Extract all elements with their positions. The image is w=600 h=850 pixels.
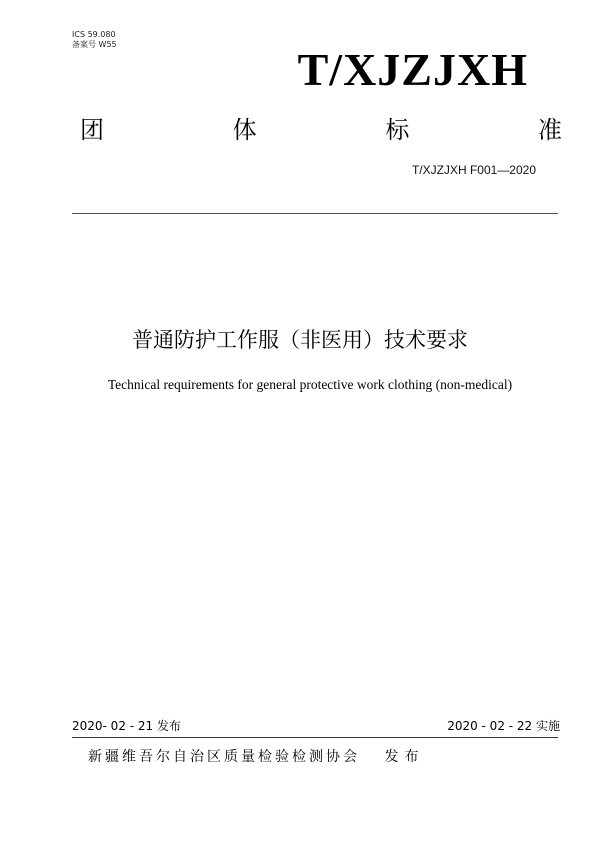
standard-type-char: 准 [537,116,562,144]
publisher [88,747,424,767]
ics-code: ICS 59.080 [72,30,116,39]
standard-type [80,114,562,146]
header-divider [72,213,558,214]
standard-type-char: 标 [385,116,410,144]
document-title-english: Technical requirements for general protective work clothing (non-medical) [107,377,513,392]
implementation-date: 2020 - 02 - 22 实施 [447,719,560,733]
publisher-name: 新疆维吾尔自治区质量检验检测协会 [88,749,360,765]
filing-number: 备案号 W55 [72,40,117,49]
document-title-chinese: 普通防护工作服（非医用）技术要求 [132,328,468,352]
standard-code: T/XJZJXH [297,44,528,95]
issue-date: 2020- 02 - 21 发布 [72,719,181,733]
standard-type-char: 体 [232,116,257,144]
standard-type-char: 团 [80,116,104,144]
classification-block [72,30,117,50]
standard-number: T/XJZJXH F001—2020 [411,163,536,177]
publisher-action: 发布 [384,749,425,765]
footer-divider [72,737,558,738]
